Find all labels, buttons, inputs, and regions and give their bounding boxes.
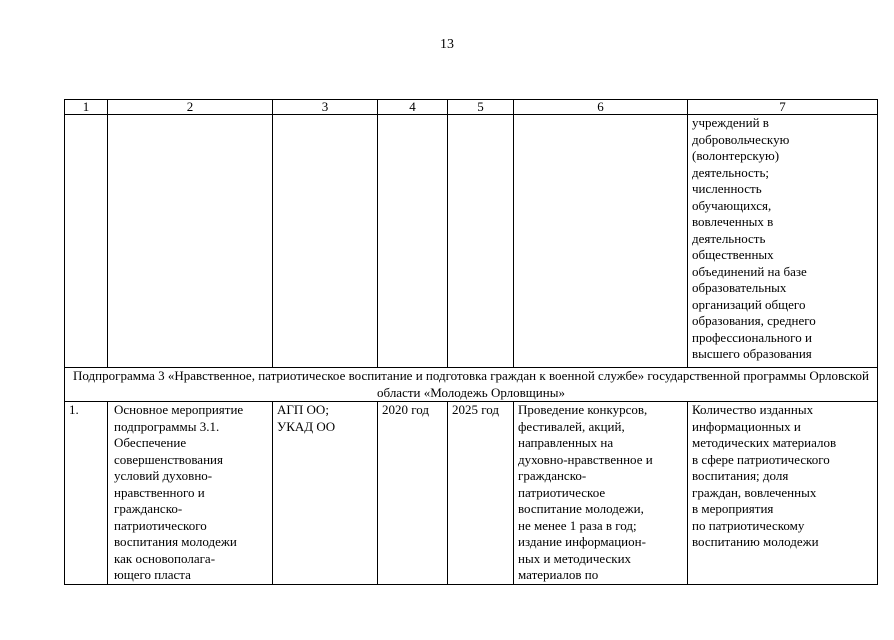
cell-empty bbox=[448, 115, 514, 368]
row-number: 1. bbox=[65, 402, 108, 585]
column-header-3: 3 bbox=[273, 100, 378, 115]
program-table bbox=[64, 99, 878, 585]
cell-empty bbox=[378, 115, 448, 368]
subprogram-title: Подпрограмма 3 «Нравственное, патриотическое воспитание и подготовка граждан к военной службе» государственной программы Орловской области «Молодежь Орловщины» bbox=[65, 368, 878, 402]
indicators: Количество изданных информационных и методических материалов в сфере патриотического воспитания; доля граждан, вовлеченных в мероприятия по патриотическому воспитанию молодежи bbox=[688, 402, 878, 585]
column-header-6: 6 bbox=[514, 100, 688, 115]
start-year: 2020 год bbox=[378, 402, 448, 585]
expected-result: Проведение конкурсов, фестивалей, акций, направленных на духовно-нравственное и гражданско- патриотическое воспитание молодежи, не менее 1 раза в год; издание информацион- ных и методических материалов по bbox=[514, 402, 688, 585]
cell-empty bbox=[65, 115, 108, 368]
subprogram-row bbox=[65, 368, 878, 402]
activity-name: Основное мероприятие подпрограммы 3.1. Обеспечение совершенствования условий духовно- нравственного и гражданско- патриотического воспитания молодежи как основополага- ющего пласта bbox=[108, 402, 273, 585]
cell-empty bbox=[108, 115, 273, 368]
column-header-1: 1 bbox=[65, 100, 108, 115]
cell-empty bbox=[514, 115, 688, 368]
column-header-4: 4 bbox=[378, 100, 448, 115]
executor: АГП ОО; УКАД ОО bbox=[273, 402, 378, 585]
page-number: 13 bbox=[440, 37, 454, 52]
continuation-row bbox=[65, 115, 878, 368]
column-header-5: 5 bbox=[448, 100, 514, 115]
cell-empty bbox=[273, 115, 378, 368]
continued-indicators-cell: учреждений в добровольческую (волонтерскую) деятельность; численность обучающихся, вовлеченных в деятельность общественных объединений на базе образовательных организаций общего образования, среднего профессионального и высшего образования bbox=[688, 115, 878, 368]
end-year: 2025 год bbox=[448, 402, 514, 585]
column-header-2: 2 bbox=[108, 100, 273, 115]
table-row bbox=[65, 402, 878, 585]
column-number-row bbox=[65, 100, 878, 115]
column-header-7: 7 bbox=[688, 100, 878, 115]
